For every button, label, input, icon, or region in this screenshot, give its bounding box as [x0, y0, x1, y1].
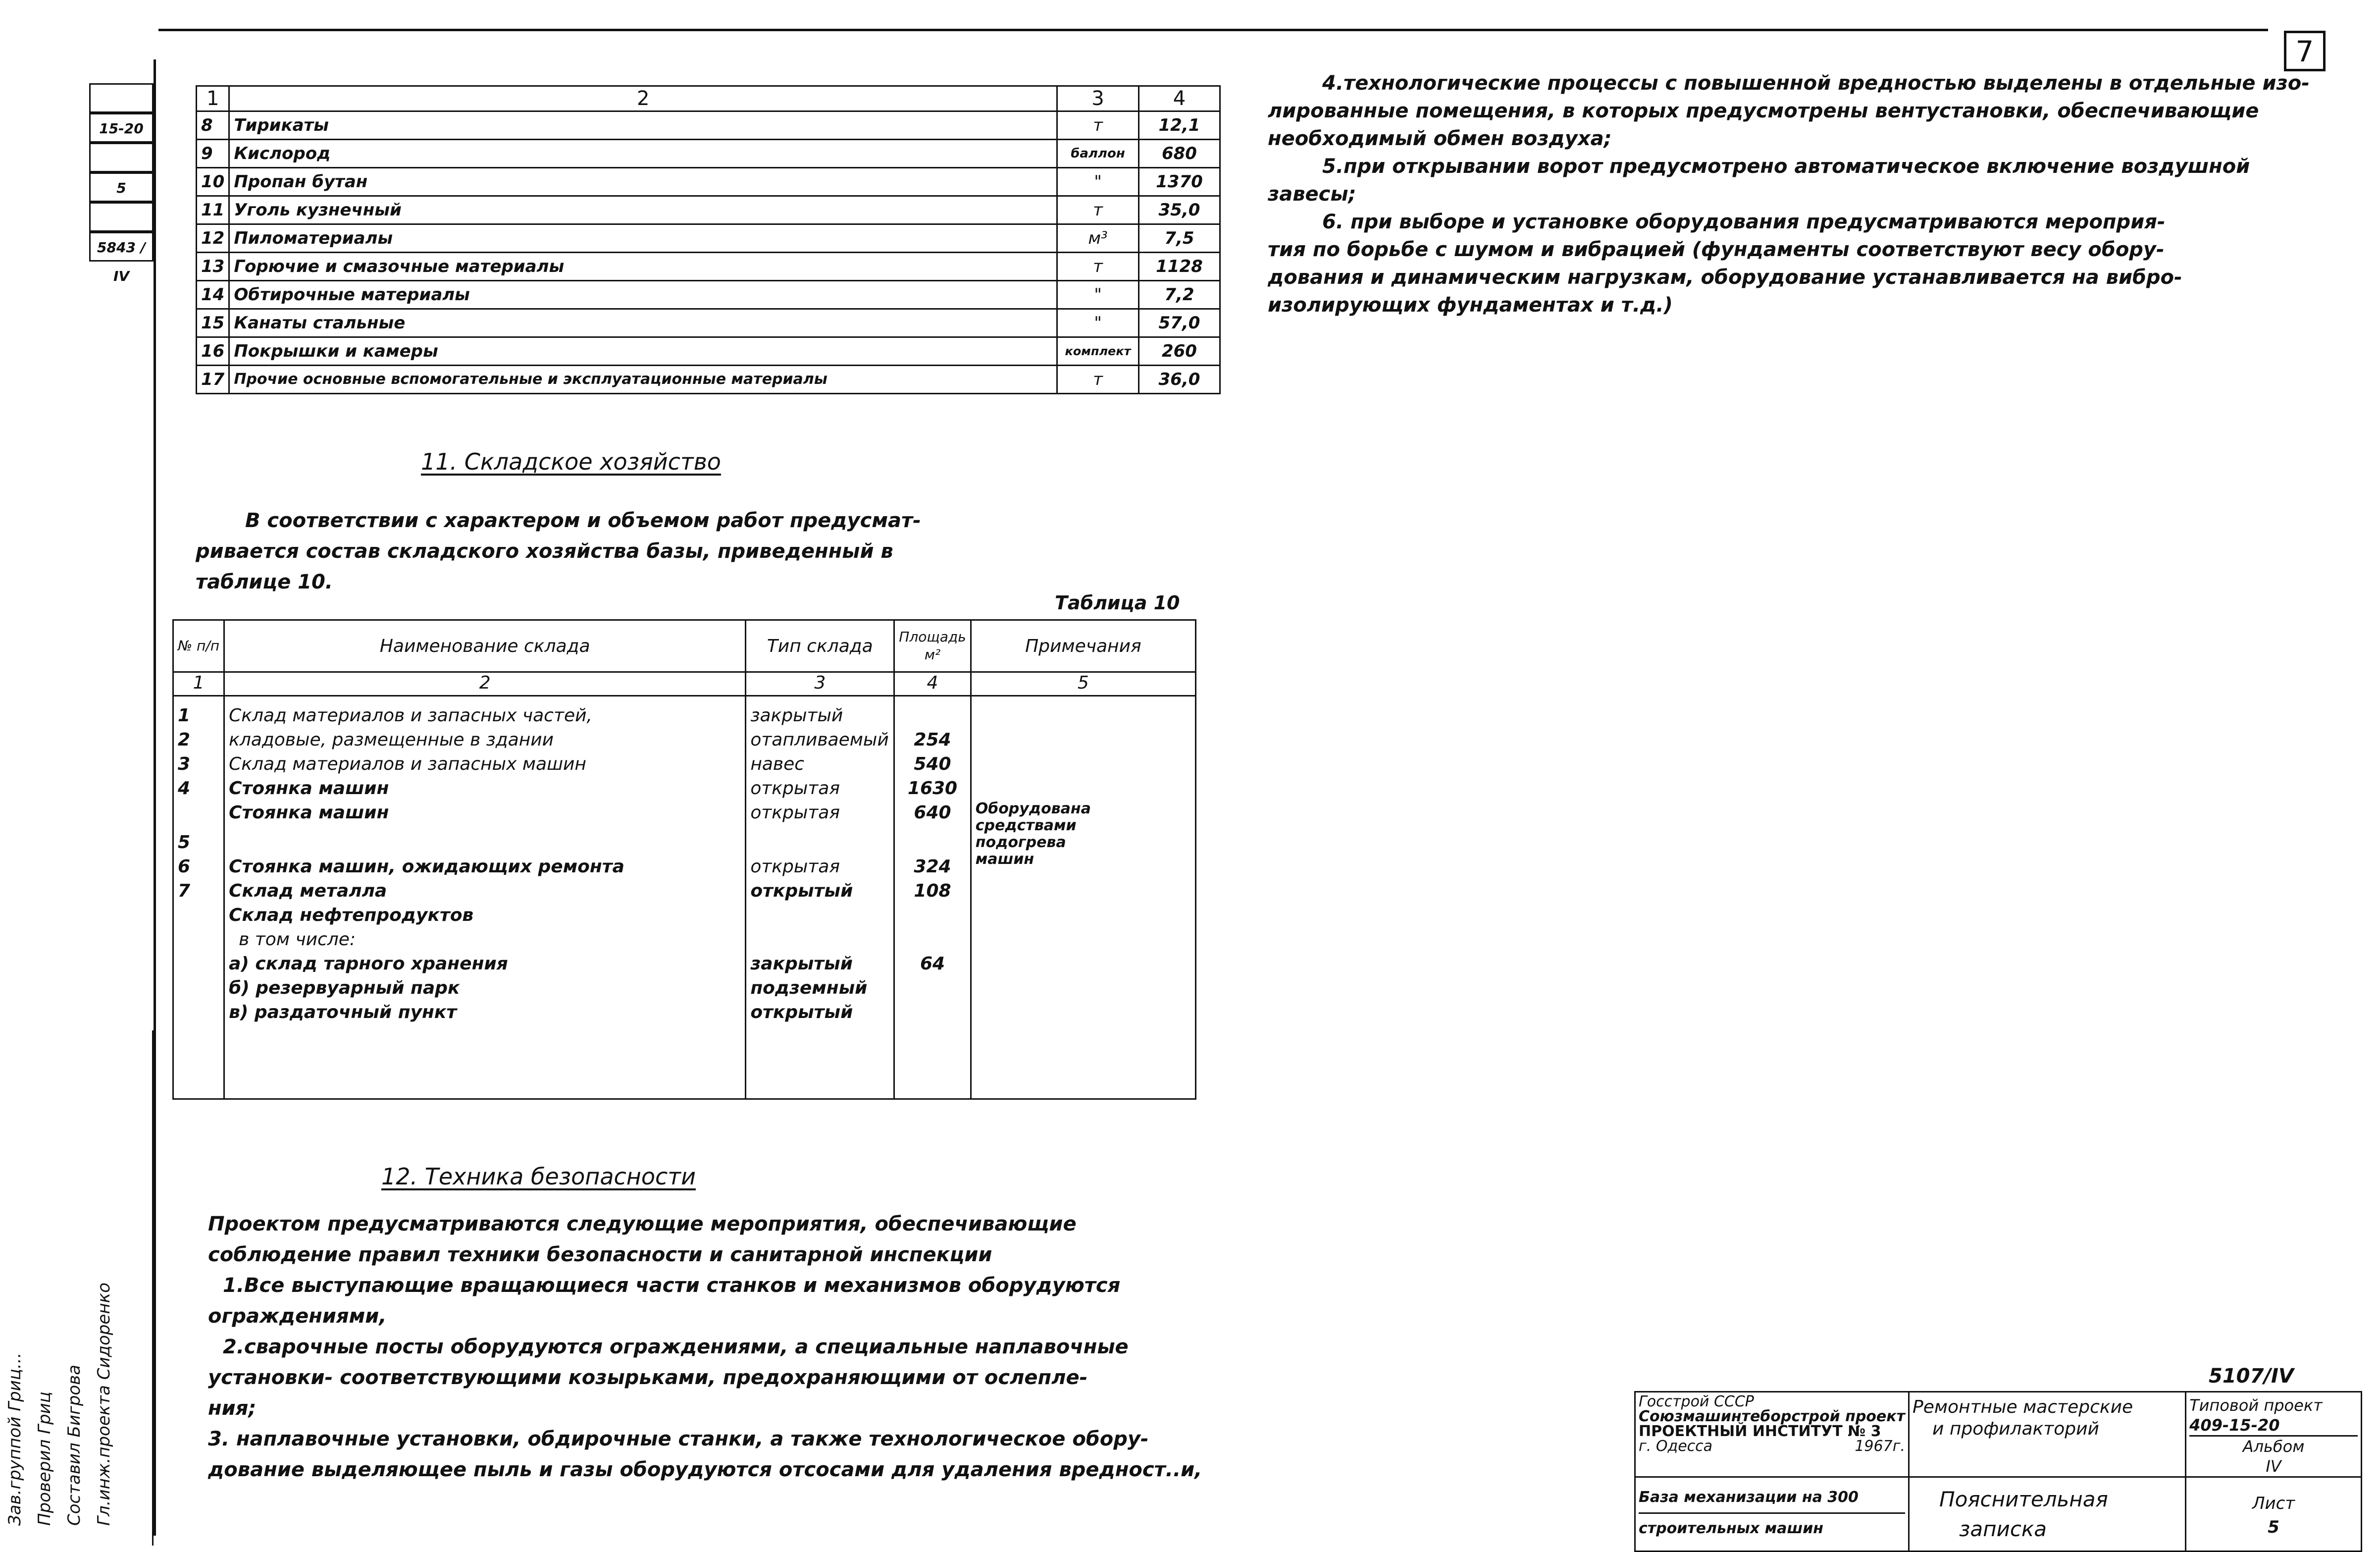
object-name: Ремонтные мастерские [1913, 1397, 2133, 1417]
col-1-header: 1 [197, 86, 229, 111]
table-row: 16 Покрышки и камеры комплект 260 [197, 337, 1220, 366]
signature-3: Составил Бигрова [64, 1364, 84, 1526]
col-num-header: № п/п [173, 620, 224, 672]
section-11-paragraph [196, 505, 1186, 597]
stamp-cell-1: 15-20 [89, 113, 154, 143]
stamp-cell-2: 5 [89, 172, 154, 202]
table-row: 11 Уголь кузнечный т 35,0 [197, 196, 1220, 224]
table-row: 10 Пропан бутан " 1370 [197, 168, 1220, 196]
list-item: кладовые, размещенные в здании [229, 730, 554, 750]
list-item: в том числе: [239, 929, 356, 950]
table-10-subheader-row: 1 2 3 4 5 [173, 672, 1196, 696]
list-item: в) раздаточный пункт [229, 1002, 457, 1022]
col-type-header: Тип склада [746, 620, 894, 672]
list-item: Склад металла [229, 881, 387, 901]
left-stamp [89, 83, 154, 284]
left-signature-block [5, 1030, 154, 1546]
table-row: 12 Пиломатериалы м³ 7,5 [197, 224, 1220, 253]
document-code: 5107/IV [2209, 1365, 2294, 1388]
list-item: Стоянка машин [229, 778, 389, 799]
list-item: Склад материалов и запасных частей, [229, 705, 592, 726]
sheet-number: 5 [2268, 1517, 2279, 1537]
col-name-header: Наименование склада [224, 620, 746, 672]
table-10-header-row [173, 620, 1196, 672]
page-number: 7 [2284, 31, 2326, 71]
list-item: а) склад тарного хранения [229, 954, 508, 974]
table-row: 8 Тирикаты т 12,1 [197, 111, 1220, 140]
list-item: Склад материалов и запасных машин [229, 754, 586, 774]
warehouse-table [172, 619, 1196, 1100]
list-item: Склад нефтепродуктов [229, 905, 474, 925]
col-area-header: Площадь м² [894, 620, 971, 672]
section-12-body: Проектом предусматриваются следующие мероприятия, обеспечивающие соблюдение правил техники безопасности и санитарной инспекции 1.Все выступающие вращающиеся части станков и механизмов оборудуются ограждениями, 2.сварочные посты оборудуются ограждениями, а специальные наплавочные установки- соответствующими козырьками, предохраняющими от ослепле- ния; 3. наплавочные установки, обдирочные станки, а также технологическое обору- дование выделяющее пыль и газы оборудуются отсосами для удаления вредност..и, [208, 1213, 1202, 1481]
section-12-title: 12. Техника безопасности [381, 1163, 696, 1190]
table-row: 9 Кислород баллон 680 [197, 140, 1220, 168]
table-row: 13 Горючие и смазочные материалы т 1128 [197, 253, 1220, 281]
section-11-line-1: В соответствии с характером и объемом работ предусмат- [245, 509, 921, 532]
stamp-cell-3: 5843 / IV [89, 232, 154, 262]
col-4-header: 4 [1138, 86, 1220, 111]
signature-4: Гл.инж.проекта Сидоренко [94, 1283, 114, 1526]
page-top-border [158, 29, 2268, 31]
list-item: Стоянка машин [229, 803, 389, 823]
section-11-line-3: таблице 10. [196, 571, 333, 593]
list-item: б) резервуарный парк [229, 978, 460, 998]
right-column-text: 4.технологические процессы с повышенной вредностью выделены в отдельные изо- лированные помещения, в которых предусмотрены вентустановки, обеспечивающие необходимый обмен воздуха; 5.при открывании ворот предусмотрено автоматическое включение воздушной завесы; 6. при выборе и установке оборудования предусматриваются мероприя- тия по борьбе с шумом и вибрацией (фундаменты соответствуют весу обору- дования и динамическим нагрузкам, оборудование устанавливается на вибро- изолирующих фундаментах и т.д.) [1268, 72, 2310, 317]
signature-1: Зав.группой Гриц... [5, 1352, 25, 1526]
section-11-line-2: ривается состав складского хозяйства базы, приведенный в [196, 540, 893, 563]
materials-table [196, 85, 1221, 394]
stamp-cell-blank [89, 83, 154, 113]
signature-2: Проверил Гриц [35, 1391, 54, 1526]
stamp-cell-blank-3 [89, 202, 154, 232]
col-note-header: Примечания [971, 620, 1195, 672]
table-10-body: 1 2 3 4 5 6 7 Склад материалов и запасных частей, кладовые, размещенные в здании Склад материалов и запасных машин Стоянка машин Стоянка машин Стоянка машин, ожидающих ремонта Склад металла Склад нефтепродуктов в том числе: а) склад тарного хранения б) резервуарный парк в) раздаточный пункт закрытый отапливаемый навес открытая открытая открытая открытый закрытый подземный открытый 254 540 1630 640 324 108 64 Оборудована средствами подогрева машин [173, 696, 1196, 1099]
section-11-title: 11. Складское хозяйство [421, 448, 721, 475]
table-row: 14 Обтирочные материалы " 7,2 [197, 281, 1220, 309]
col-3-header: 3 [1057, 86, 1139, 111]
table-row: 15 Канаты стальные " 57,0 [197, 309, 1220, 337]
title-block: Госстрой СССР Союзмашинтеборстрой проект ПРОЕКТНЫЙ ИНСТИТУТ № 3 г. Одесса 1967г. Ремонтные мастерские и профилакторий Типовой проект 409-15-20 Альбом IV База механизации на 300 строительных машин Пояснительная записка Лист 5 [1634, 1391, 2362, 1552]
org-name: Госстрой СССР [1639, 1393, 1754, 1410]
table-10-note: Оборудована средствами подогрева машин [975, 800, 1091, 868]
page-left-border [154, 59, 156, 1536]
doc-type: Пояснительная [1939, 1487, 2108, 1511]
table-10-caption: Таблица 10 [1055, 592, 1180, 614]
list-item: Стоянка машин, ожидающих ремонта [229, 856, 624, 877]
table-header-row [197, 86, 1220, 111]
col-2-header: 2 [229, 86, 1057, 111]
table-row: 17 Прочие основные вспомогательные и эксплуатационные материалы т 36,0 [197, 366, 1220, 394]
stamp-cell-blank-2 [89, 143, 154, 172]
